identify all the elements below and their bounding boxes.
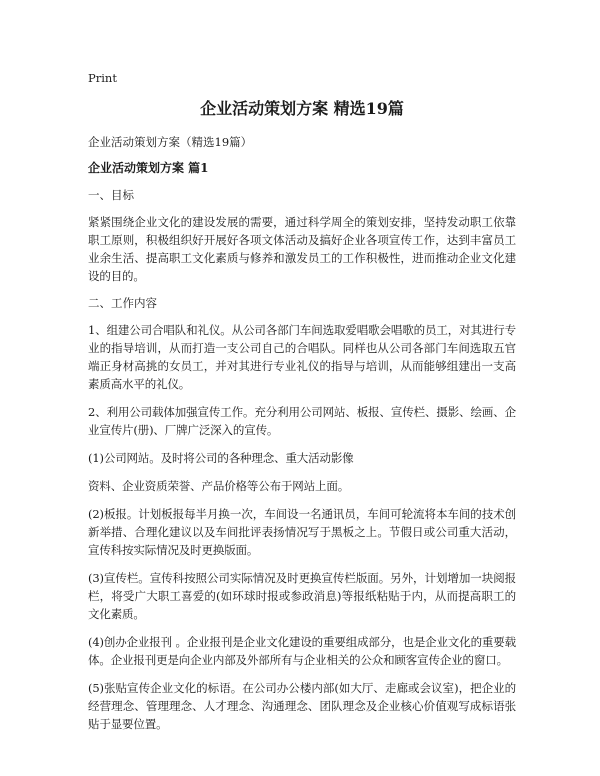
heading-goal: 一、目标 (88, 188, 134, 202)
sub-item-4-paragraph: (4)创办企业报刊 。企业报刊是企业文化建设的重要组成部分，也是企业文化的重要载体。企业报刊更是向企业内部及外部所有与企业相关的公众和顾客宣传企业的窗口。 (88, 635, 516, 667)
item-2-paragraph: 2、利用公司载体加强宣传工作。充分利用公司网站、板报、宣传栏、摄影、绘画、企业宣传片(册)、厂牌广泛深入的宣传。 (88, 405, 516, 437)
sub-item-1-line-1: (1)公司网站。及时将公司的各种理念、重大活动影像 (88, 451, 354, 465)
item-1-paragraph: 1、组建公司合唱队和礼仪。从公司各部门车间选取爱唱歌会唱歌的员工，对其进行专业的指导培训，从而打造一支公司自己的合唱队。同样也从公司各部门车间选取五官端正身材高挑的女员工，并对其进行专业礼仪的指导与培训，从而能够组建出一支高素质高水平的礼仪。 (88, 323, 516, 391)
sub-item-5-paragraph: (5)张贴宣传企业文化的标语。在公司办公楼内部(如大厅、走廊或会议室)，把企业的经营理念、管理理念、人才理念、沟通理念、团队理念及企业核心价值观写成标语张贴于显要位置。 (88, 681, 516, 731)
sub-item-2-paragraph: (2)板报。计划板报每半月换一次，车间设一名通讯员，车间可轮流将本车间的技术创新举措、合理化建议以及车间批评表扬情况写于黑板之上。节假日或公司重大活动，宣传科按实际情况及时更换版面。 (88, 507, 516, 557)
document-page (88, 70, 516, 743)
print-link[interactable]: Print (88, 71, 117, 85)
heading-content: 二、工作内容 (88, 296, 157, 310)
sub-item-3-paragraph: (3)宣传栏。宣传科按照公司实际情况及时更换宣传栏版面。另外，计划增加一块阅报栏，将受广大职工喜爱的(如环球时报或参政消息)等报纸粘贴于内，从而提高职工的文化素质。 (88, 571, 516, 621)
goal-paragraph: 紧紧围绕企业文化的建设发展的需要，通过科学周全的策划安排，坚持发动职工依靠职工原则，积极组织好开展好各项文体活动及搞好企业各项宣传工作，达到丰富员工业余生活、提高职工文化素质与修养和激发员工的工作积极性，进而推动企业文化建设的目的。 (88, 215, 516, 283)
document-title: 企业活动策划方案 精选19篇 (200, 99, 404, 118)
sub-item-1-line-2: 资料、企业资质荣誉、产品价格等公布于网站上面。 (88, 479, 350, 493)
section-title: 企业活动策划方案 篇1 (88, 161, 209, 175)
document-subtitle: 企业活动策划方案（精选19篇） (88, 135, 253, 149)
